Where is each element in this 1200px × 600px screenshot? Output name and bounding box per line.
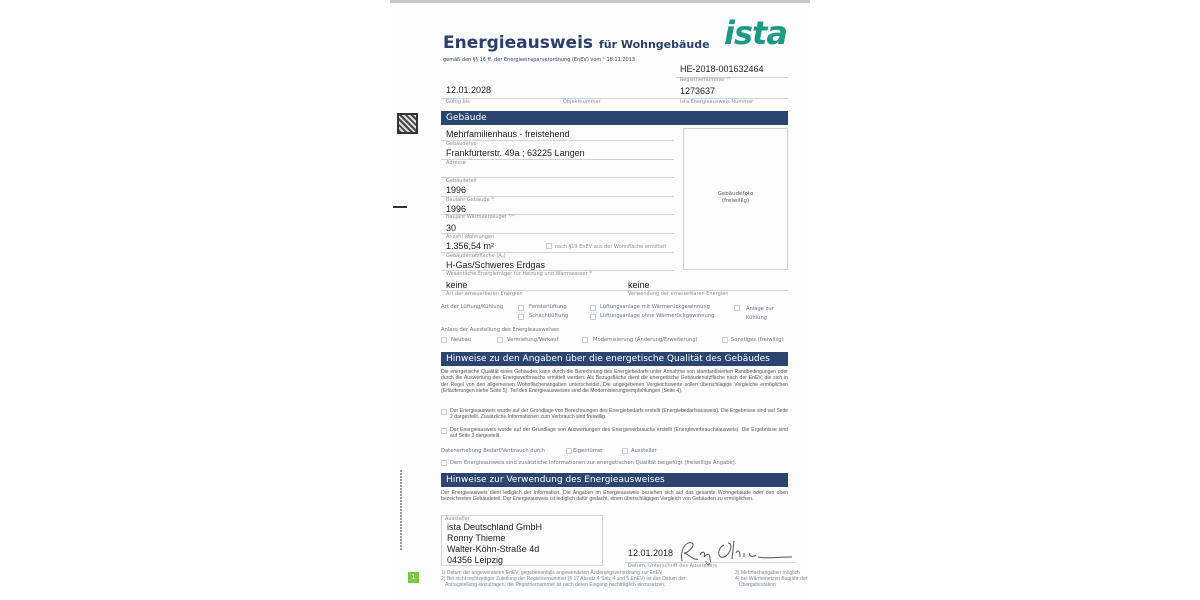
footnote-2: 2) Bei nicht rechtzeitiger Zuteilung der Registriernummer (§ 17 Absatz 4 Satz 4 und 5 EnEV) ist das Datum der <box>441 576 686 582</box>
notes-paragraph: Die energetische Qualität eines Gebäudes kann durch die Berechnung des Energiebedarfs unter Annahme von standardisierten Randbedingungen oder durch die Auswertung des Energieverbrauchs ermittelt werden. Als Bezugsfläche dient die energetische Gebäudenutzfläche nach der EnEV, die sich in der Regel von den allgemeinen Wohnflächenangaben unterscheidet. Die angegebenen Vergleichswerte sollen überschlägige Vergleiche ermöglichen (Erläuterungen siehe Seite 5). Teil des Energieausweises sind die Modernisierungsempfehlungen (Seite 4). <box>441 369 788 395</box>
object-label: Objektnummer <box>563 99 601 105</box>
renewable-use-label: Verwendung der erneuerbaren Energien <box>628 291 729 297</box>
qr-code <box>397 113 418 134</box>
ventilation-shaft: Schachtlüftung <box>529 313 569 319</box>
energy-label: Wesentliche Energieträger für Heizung und Warmwasser ³⁾ <box>446 271 593 277</box>
address-label: Adresse <box>446 160 466 166</box>
floor-area: 1.356,54 m² <box>446 241 495 251</box>
address: Frankfurterstr. 49a ; 63225 Langen <box>446 148 585 158</box>
ista-number-label: ista Energieausweis-Nummer <box>680 99 754 105</box>
renewable-type-label: Art der erneuerbaren Energien <box>446 291 523 297</box>
issuer-street: Walter-Köhn-Straße 4d <box>447 544 540 554</box>
year-heater-label: Baujahr Wärmeerzeuger ³⁾⁴⁾ <box>446 214 515 220</box>
ventilation-with-recovery: Lüftungsanlage mit Wärmerückgewinnung <box>600 304 710 310</box>
data-owner: Eigentümer <box>573 448 604 454</box>
valid-until: 12.01.2028 <box>446 85 492 95</box>
photo-title: Gebäudefoto <box>717 191 754 197</box>
area-label: Gebäudenutzfläche (Aₙ) <box>446 253 506 259</box>
ventilation-label: Art der Lüftung/Kühlung <box>441 304 504 310</box>
ista-number: 1273637 <box>680 86 716 96</box>
footnote-1: 1) Datum der angewendeten EnEV, gegebenenfalls angewendeten Änderungsverordnung zur EnEV <box>441 570 663 576</box>
part-label: Gebäudeteil <box>446 178 477 184</box>
check-demand: Der Energieausweis wurde auf der Grundlage von Berechnungen des Energiebedarfs erstellt (Energiebedarfsausweis). Die Ergebnisse sind auf Seite 2 dargestellt. Zusätzliche Informationen zum Verbrauch sind freiwillig. <box>450 408 788 421</box>
issuer-company: ista Deutschland GmbH <box>447 522 543 532</box>
year-heater: 1996 <box>446 204 467 214</box>
reason-other: Sonstiges (freiwillig) <box>731 337 784 343</box>
ista-logo: ista <box>724 14 787 52</box>
year-built-label: Baujahr Gebäude ³⁾ <box>446 197 495 203</box>
cooling-line1: Anlage zur <box>746 306 774 312</box>
data-issuer: Aussteller <box>631 448 657 454</box>
units-label: Anzahl Wohnungen <box>446 234 495 240</box>
footnote-2b: Antragstellung einzutragen; die Registriernummer ist nach deren Eingang nachträglich einzusetzen. <box>445 582 666 588</box>
ventilation-without-recovery: Lüftungsanlage ohne Wärmerückgewinnung <box>600 313 715 319</box>
margin-dash <box>393 206 407 208</box>
footnote-4: 4) bei Wärmenetzen Baujahr der <box>735 576 808 582</box>
section-usage: Hinweise zur Verwendung des Energieausweises <box>441 473 788 487</box>
footnotes-left <box>441 570 729 588</box>
cooling-line2: Kühlung <box>746 315 768 321</box>
page-number-badge: 1 <box>408 572 419 583</box>
area-note: nach §19 EnEV aus der Wohnfläche ermittelt <box>555 244 667 250</box>
date-signature-label: Datum, Unterschrift des Ausstellers <box>628 563 717 569</box>
title-main: Energieausweis <box>443 33 594 53</box>
check-additional: Dem Energieausweis sind zusätzliche Informationen zur energetischen Qualität beigefügt (freiwillige Angabe). <box>450 460 737 466</box>
issuer-person: Ronny Thieme <box>447 533 506 543</box>
year-built: 1996 <box>446 185 467 195</box>
data-collection-label: Datenerhebung Bedarf/Verbrauch durch <box>441 448 546 454</box>
photo-label <box>683 191 788 205</box>
energy-carrier: H-Gas/Schweres Erdgas <box>446 260 546 270</box>
photo-note: (freiwillig) <box>721 198 750 204</box>
registration-number: HE-2018-001632464 <box>680 64 764 74</box>
valid-label: Gültig bis <box>446 99 470 105</box>
margin-vertical-code <box>400 470 402 550</box>
units: 30 <box>446 223 457 233</box>
reason-label: Anlass der Ausstellung des Energieausweises <box>441 327 559 333</box>
issuer-city: 04356 Leipzig <box>447 555 504 565</box>
usage-paragraph: Der Energieausweis dient lediglich der Information. Die Angaben im Energieausweis beziehen sich auf das gesamte Wohngebäude oder den oben bezeichneten Gebäudeteil. Der Energieausweis ist lediglich dafür gedacht, einen überschlägigen Vergleich von Gebäuden zu ermöglichen. <box>441 490 788 503</box>
check-consumption: Der Energieausweis wurde auf der Grundlage von Auswertungen des Energieverbrauchs erstellt (Energieverbrauchsausweis). Die Ergebnisse sind auf Seite 3 dargestellt. <box>450 427 788 440</box>
section-notes: Hinweise zu den Angaben über die energetische Qualität des Gebäudes <box>441 352 788 366</box>
reason-rent-sale: Vermietung/Verkauf <box>507 337 559 343</box>
title-suffix: für Wohngebäude <box>598 38 710 51</box>
issuer-address <box>447 522 542 566</box>
ventilation-window: Fensterlüftung <box>529 304 567 310</box>
registration-label: Registriernummer ²⁾ <box>680 77 730 83</box>
building-type: Mehrfamilienhaus - freistehend <box>446 129 570 139</box>
renewable-type: keine <box>446 280 468 290</box>
reason-modernization: Modernisierung (Änderung/Erweiterung) <box>593 337 698 343</box>
footnote-3: 3) Mehrfachangaben möglich <box>735 570 800 576</box>
building-type-label: Gebäudetyp <box>446 141 477 147</box>
subtitle: gemäß den §§ 16 ff. der Energieeinsparverordnung (EnEV) vom ¹ 18.11.2013 <box>443 57 636 63</box>
renewable-use: keine <box>628 280 650 290</box>
footnotes-right <box>735 570 810 588</box>
reason-new: Neubau <box>451 337 472 343</box>
section-building: Gebäude <box>441 111 788 125</box>
issuer-label: Aussteller <box>445 516 470 522</box>
page-title <box>443 33 710 53</box>
cooling-system <box>746 305 774 323</box>
footnote-4b: Übergabestation <box>739 582 776 588</box>
issue-date: 12.01.2018 <box>628 548 674 558</box>
